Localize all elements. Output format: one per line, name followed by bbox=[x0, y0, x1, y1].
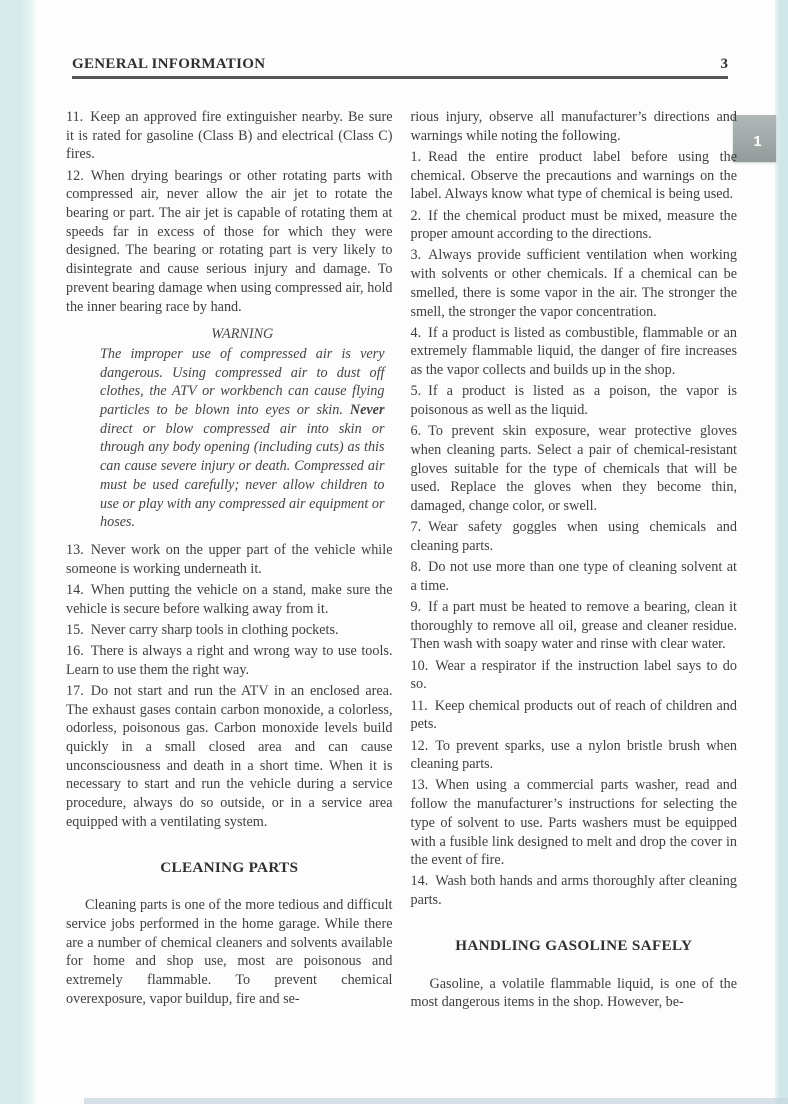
item-text: When drying bearings or other rotating parts with compressed air, never allow the air jet to rotate the bearing or part. The air jet is capable of rotating them at speeds far in excess of those for which they were designed. The bearing or rotating part is very likely to disintegrate and cause serious injury and damage. To prevent bearing damage when using compressed air, hold the inner bearing race by hand. bbox=[66, 167, 393, 315]
page-title: GENERAL INFORMATION bbox=[72, 56, 266, 72]
page-edge-left bbox=[0, 0, 37, 1104]
list-item bbox=[411, 207, 738, 244]
item-text: Wash both hands and arms thoroughly after cleaning parts. bbox=[410, 873, 737, 909]
list-item bbox=[66, 642, 393, 679]
item-number: 1. bbox=[410, 148, 422, 165]
list-item bbox=[411, 776, 738, 870]
item-text: Do not start and run the ATV in an enclosed area. The exhaust gases contain carbon monoxide, a colorless, odorless, poisonous gas. Carbon monoxide levels build quickly in a small closed area and can cause unconsciousness and death in a short time. When it is necessary to start and run the vehicle during a service procedure, always do so outside, or in a service area equipped with a ventilating system. bbox=[66, 682, 393, 830]
list-item bbox=[411, 697, 738, 734]
item-number: 15. bbox=[66, 621, 84, 638]
item-text: Wear a respirator if the instruction label says to do so. bbox=[410, 657, 737, 693]
page-number: 3 bbox=[720, 56, 728, 72]
list-item bbox=[411, 657, 738, 694]
item-text: If a product is listed as combustible, flammable or an extremely flammable liquid, the danger of fire increases as the vapor collects and builds up in the shop. bbox=[410, 324, 737, 379]
item-text: Keep an approved fire extinguisher nearby. Be sure it is rated for gasoline (Class B) and electrical (Class C) fires. bbox=[66, 109, 393, 163]
warning-block bbox=[100, 325, 385, 532]
list-item bbox=[411, 518, 738, 555]
list-item bbox=[411, 737, 738, 774]
item-text: Read the entire product label before using the chemical. Observe the precautions and warnings on the label. Always know what type of chemical is being used. bbox=[410, 148, 737, 203]
item-number: 3. bbox=[410, 247, 422, 264]
item-text: Never work on the upper part of the vehicle while someone is working underneath it. bbox=[66, 541, 393, 577]
item-number: 5. bbox=[410, 383, 422, 400]
warning-title: WARNING bbox=[211, 326, 274, 343]
chapter-tab bbox=[733, 115, 776, 162]
section-heading-cleaning-parts: CLEANING PARTS bbox=[160, 858, 299, 876]
item-number: 10. bbox=[410, 657, 429, 674]
item-number: 4. bbox=[410, 324, 422, 341]
item-number: 13. bbox=[410, 777, 429, 794]
item-number: 11. bbox=[66, 109, 84, 125]
right-column bbox=[411, 108, 738, 1012]
item-number: 8. bbox=[410, 559, 422, 576]
list-item bbox=[66, 167, 393, 317]
warning-text-pre: The improper use of compressed air is very dangerous. Using compressed air to dust off clothes, the ATV or workbench can cause flying particles to be blown into eyes or skin. bbox=[100, 345, 385, 419]
list-item bbox=[66, 108, 393, 164]
item-number: 16. bbox=[66, 642, 84, 659]
page-header bbox=[72, 56, 728, 79]
item-number: 6. bbox=[410, 423, 422, 440]
list-item bbox=[411, 558, 738, 595]
document-page bbox=[66, 56, 737, 1012]
item-number: 2. bbox=[410, 207, 422, 224]
item-number: 7. bbox=[410, 519, 422, 536]
section-heading-handling-gasoline: HANDLING GASOLINE SAFELY bbox=[455, 936, 693, 954]
left-column bbox=[66, 108, 393, 1012]
item-text: Do not use more than one type of cleaning solvent at a time. bbox=[410, 559, 737, 594]
section-paragraph: Cleaning parts is one of the more tedious and difficult service jobs performed in the home garage. While there are a number of chemical cleaners and solvents available for home and shop use, most are poisonous and extremely flammable. To prevent chemical overexposure, vapor buildup, fire and se- bbox=[66, 897, 393, 1007]
item-number: 13. bbox=[66, 541, 84, 558]
list-item bbox=[66, 581, 393, 618]
item-number: 11. bbox=[410, 697, 428, 714]
item-text: If a part must be heated to remove a bearing, clean it thoroughly to remove all oil, grease and cleaner residue. Then wash with soapy water and rinse with clear water. bbox=[410, 599, 737, 653]
item-text: When putting the vehicle on a stand, make sure the vehicle is secure before walking away from it. bbox=[66, 581, 393, 617]
two-column-body bbox=[66, 108, 737, 1012]
warning-body bbox=[100, 345, 385, 532]
item-text: To prevent skin exposure, wear protective gloves when cleaning parts. Select a pair of chemical-resistant gloves suitable for the type of chemicals that will be used. Replace the gloves when they become thin, damaged, change color, or swell. bbox=[410, 423, 737, 515]
item-text: Wear safety goggles when using chemicals and cleaning parts. bbox=[410, 519, 737, 554]
list-item bbox=[66, 621, 393, 640]
list-item bbox=[411, 148, 738, 204]
continued-paragraph: rious injury, observe all manufacturer’s directions and warnings while noting the following. bbox=[410, 109, 737, 144]
list-item bbox=[66, 541, 393, 578]
item-number: 14. bbox=[66, 581, 84, 598]
item-number: 12. bbox=[66, 167, 84, 184]
list-item bbox=[411, 422, 738, 516]
list-item bbox=[411, 872, 738, 909]
list-item bbox=[66, 682, 393, 832]
warning-text-bold: Never bbox=[349, 402, 385, 419]
item-number: 14. bbox=[410, 873, 429, 890]
item-text: If the chemical product must be mixed, measure the proper amount according to the directions. bbox=[410, 207, 737, 243]
section-paragraph: Gasoline, a volatile flammable liquid, is one of the most dangerous items in the shop. However, be- bbox=[410, 975, 737, 1011]
item-text: If a product is listed as a poison, the vapor is poisonous as well as the liquid. bbox=[410, 383, 737, 419]
list-item bbox=[411, 324, 738, 380]
list-item bbox=[411, 382, 738, 419]
page-edge-bottom bbox=[84, 1098, 788, 1104]
list-item bbox=[411, 246, 738, 321]
item-text: When using a commercial parts washer, read and follow the manufacturer’s instructions for selecting the type of solvent to use. Parts washers must be equipped with a fusible link designed to melt and drop the cover in the event of fire. bbox=[410, 777, 737, 869]
item-number: 9. bbox=[410, 599, 422, 616]
list-item bbox=[411, 598, 738, 654]
item-text: Keep chemical products out of reach of children and pets. bbox=[410, 697, 737, 733]
item-text: Never carry sharp tools in clothing pockets. bbox=[90, 621, 339, 638]
chapter-tab-label: 1 bbox=[753, 133, 762, 150]
item-text: To prevent sparks, use a nylon bristle brush when cleaning parts. bbox=[410, 737, 737, 773]
item-number: 12. bbox=[410, 737, 429, 754]
item-text: Always provide sufficient ventilation when working with solvents or other chemicals. If a chemical can be smelled, there is some vapor in the air. The stronger the smell, the stronger the vapor concentration. bbox=[410, 247, 737, 320]
item-number: 17. bbox=[66, 682, 84, 699]
warning-text-post: direct or blow compressed air into skin or through any body opening (including cuts) as this can cause severe injury or death. Compressed air must be used carefully; never allow children to use or play with any compressed air equipment or hoses. bbox=[100, 420, 385, 531]
page-edge-right bbox=[775, 0, 788, 1104]
item-text: There is always a right and wrong way to use tools. Learn to use them the right way. bbox=[66, 642, 393, 678]
